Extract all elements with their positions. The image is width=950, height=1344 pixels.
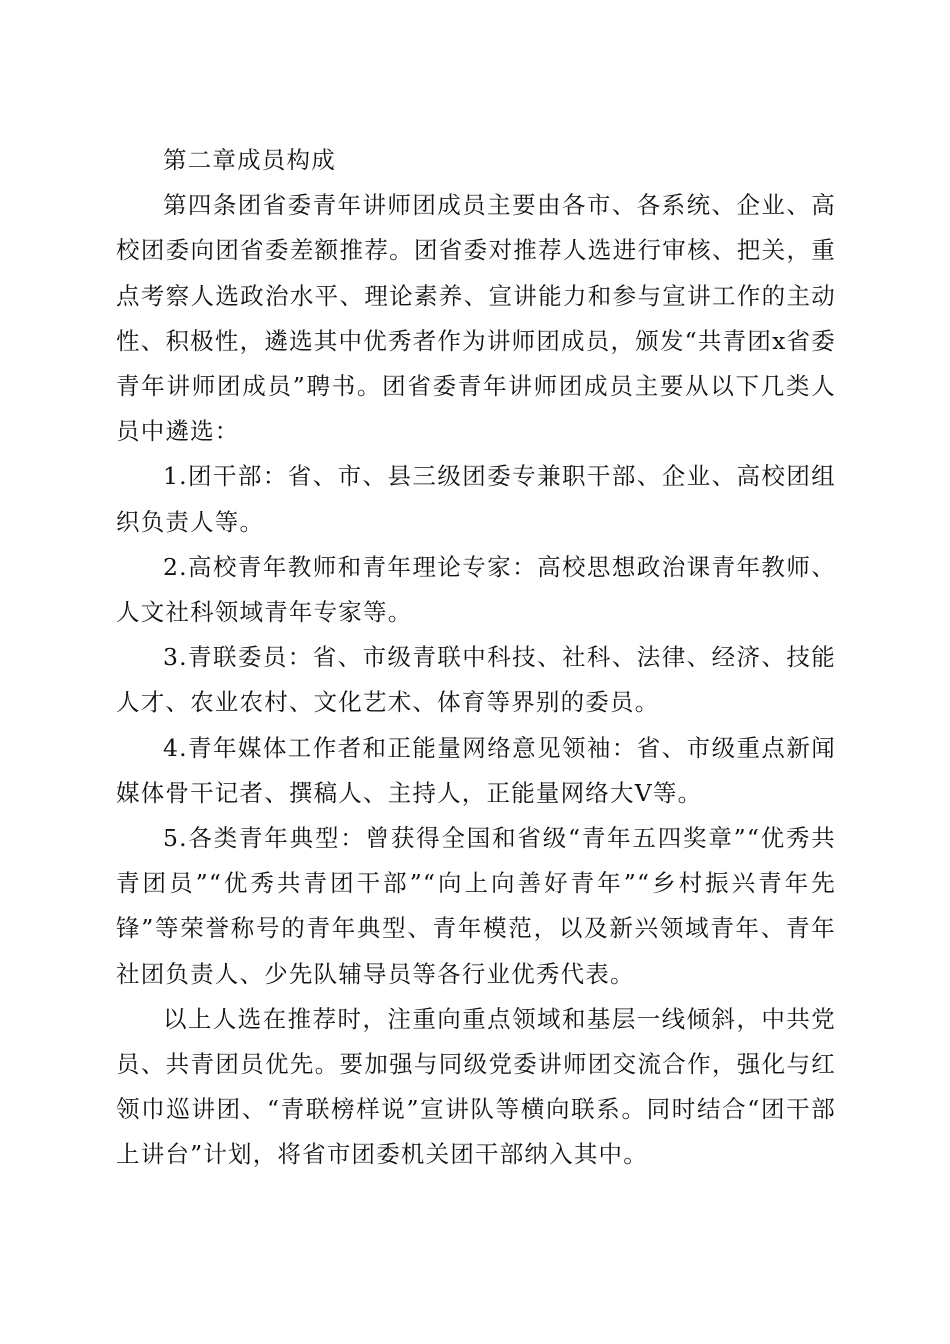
list-item-league-cadres: 1.团干部：省、市、县三级团委专兼职干部、企业、高校团组织负责人等。 [116, 462, 836, 536]
list-item-media-workers: 4.青年媒体工作者和正能量网络意见领袖：省、市级重点新闻媒体骨干记者、撰稿人、主持人，正能量网络大V等。 [116, 733, 836, 807]
list-item-university-teachers: 2.高校青年教师和青年理论专家：高校思想政治课青年教师、人文社科领域青年专家等。 [116, 552, 836, 627]
document-body [116, 138, 836, 1178]
chapter-title: 第二章成员构成 [163, 146, 336, 174]
paragraph-article-four: 第四条团省委青年讲师团成员主要由各市、各系统、企业、高校团委向团省委差额推荐。团省委对推荐人选进行审核、把关，重点考察人选政治水平、理论素养、宣讲能力和参与宣讲工作的主动性、积极性，遴选其中优秀者作为讲师团成员，颁发“共青团x省委青年讲师团成员”聘书。团省委青年讲师团成员主要从以下几类人员中遴选： [116, 191, 836, 446]
paragraph-recommendation-notes: 以上人选在推荐时，注重向重点领域和基层一线倾斜，中共党员、共青团员优先。要加强与同级党委讲师团交流合作，强化与红领巾巡讲团、“青联榜样说”宣讲队等横向联系。同时结合“团干部上讲台”计划，将省市团委机关团干部纳入其中。 [116, 1004, 836, 1169]
list-item-youth-models: 5.各类青年典型：曾获得全国和省级“青年五四奖章”“优秀共青团员”“优秀共青团干部”“向上向善好青年”“乡村振兴青年先锋”等荣誉称号的青年典型、青年模范，以及新兴领域青年、青年社团负责人、少先队辅导员等各行业优秀代表。 [116, 824, 836, 988]
list-item-youth-federation: 3.青联委员：省、市级青联中科技、社科、法律、经济、技能人才、农业农村、文化艺术、体育等界别的委员。 [116, 643, 836, 717]
